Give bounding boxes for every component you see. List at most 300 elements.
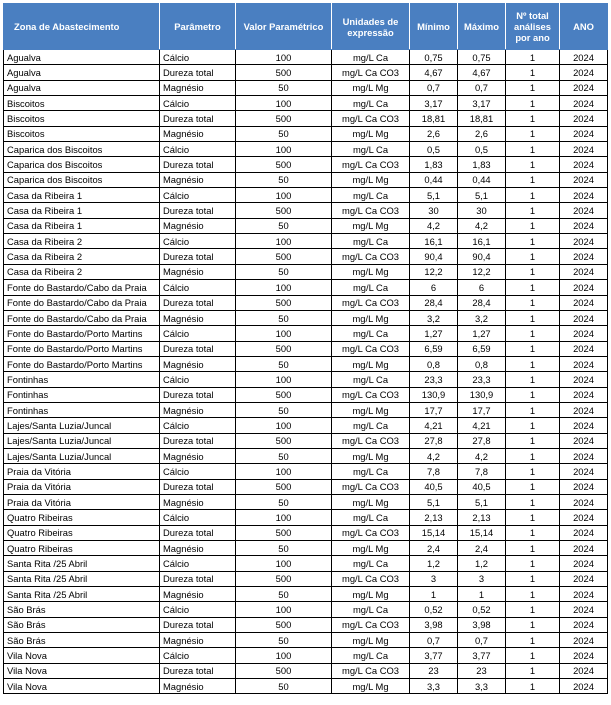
cell-ano: 2024 (560, 510, 608, 525)
cell-total: 1 (506, 341, 560, 356)
cell-minimo: 6 (410, 280, 458, 295)
cell-minimo: 3,2 (410, 310, 458, 325)
cell-parametro: Cálcio (160, 96, 236, 111)
table-row (4, 172, 608, 187)
cell-total: 1 (506, 126, 560, 141)
cell-zona: São Brás (4, 633, 160, 648)
cell-total: 1 (506, 648, 560, 663)
cell-total: 1 (506, 494, 560, 509)
cell-total: 1 (506, 172, 560, 187)
cell-parametro: Magnésio (160, 587, 236, 602)
cell-unidades: mg/L Ca (332, 556, 410, 571)
cell-total: 1 (506, 142, 560, 157)
cell-valor: 100 (236, 234, 332, 249)
cell-total: 1 (506, 587, 560, 602)
cell-minimo: 90,4 (410, 249, 458, 264)
cell-valor: 100 (236, 602, 332, 617)
cell-valor: 500 (236, 249, 332, 264)
cell-unidades: mg/L Mg (332, 541, 410, 556)
cell-maximo: 0,75 (458, 50, 506, 65)
cell-total: 1 (506, 356, 560, 371)
cell-total: 1 (506, 464, 560, 479)
cell-unidades: mg/L Ca (332, 464, 410, 479)
cell-ano: 2024 (560, 448, 608, 463)
cell-zona: Fonte do Bastardo/Cabo da Praia (4, 310, 160, 325)
cell-ano: 2024 (560, 356, 608, 371)
cell-ano: 2024 (560, 295, 608, 310)
cell-valor: 100 (236, 96, 332, 111)
cell-parametro: Dureza total (160, 479, 236, 494)
cell-zona: Lajes/Santa Luzia/Juncal (4, 448, 160, 463)
cell-parametro: Magnésio (160, 218, 236, 233)
cell-unidades: mg/L Ca (332, 142, 410, 157)
cell-zona: São Brás (4, 617, 160, 632)
cell-minimo: 15,14 (410, 525, 458, 540)
cell-unidades: mg/L Ca CO3 (332, 341, 410, 356)
cell-minimo: 130,9 (410, 387, 458, 402)
cell-parametro: Dureza total (160, 341, 236, 356)
cell-total: 1 (506, 188, 560, 203)
cell-ano: 2024 (560, 372, 608, 387)
cell-maximo: 5,1 (458, 494, 506, 509)
cell-maximo: 23 (458, 663, 506, 678)
header-unidades: Unidades de expressão (332, 4, 410, 50)
cell-zona: Biscoitos (4, 96, 160, 111)
cell-minimo: 1,27 (410, 326, 458, 341)
cell-unidades: mg/L Mg (332, 494, 410, 509)
cell-parametro: Magnésio (160, 633, 236, 648)
cell-zona: Fonte do Bastardo/Cabo da Praia (4, 295, 160, 310)
cell-ano: 2024 (560, 525, 608, 540)
cell-parametro: Magnésio (160, 402, 236, 417)
cell-parametro: Cálcio (160, 556, 236, 571)
cell-total: 1 (506, 50, 560, 65)
table-row (4, 510, 608, 525)
cell-valor: 500 (236, 571, 332, 586)
cell-zona: Fonte do Bastardo/Porto Martins (4, 341, 160, 356)
table-row (4, 571, 608, 586)
cell-valor: 100 (236, 464, 332, 479)
cell-total: 1 (506, 387, 560, 402)
cell-parametro: Dureza total (160, 157, 236, 172)
cell-total: 1 (506, 234, 560, 249)
cell-parametro: Dureza total (160, 203, 236, 218)
cell-maximo: 40,5 (458, 479, 506, 494)
cell-ano: 2024 (560, 126, 608, 141)
cell-valor: 500 (236, 295, 332, 310)
table-row (4, 111, 608, 126)
cell-unidades: mg/L Mg (332, 310, 410, 325)
cell-total: 1 (506, 541, 560, 556)
cell-maximo: 6,59 (458, 341, 506, 356)
cell-unidades: mg/L Mg (332, 679, 410, 694)
cell-valor: 50 (236, 356, 332, 371)
table-row (4, 280, 608, 295)
cell-maximo: 23,3 (458, 372, 506, 387)
cell-ano: 2024 (560, 556, 608, 571)
cell-parametro: Dureza total (160, 295, 236, 310)
cell-zona: Biscoitos (4, 126, 160, 141)
cell-minimo: 40,5 (410, 479, 458, 494)
cell-maximo: 130,9 (458, 387, 506, 402)
cell-parametro: Cálcio (160, 142, 236, 157)
cell-minimo: 2,6 (410, 126, 458, 141)
cell-valor: 500 (236, 157, 332, 172)
cell-ano: 2024 (560, 433, 608, 448)
header-minimo: Mínimo (410, 4, 458, 50)
cell-total: 1 (506, 372, 560, 387)
cell-maximo: 18,81 (458, 111, 506, 126)
cell-maximo: 4,2 (458, 448, 506, 463)
water-quality-table (3, 3, 608, 694)
cell-parametro: Dureza total (160, 571, 236, 586)
cell-unidades: mg/L Ca CO3 (332, 387, 410, 402)
cell-valor: 100 (236, 556, 332, 571)
cell-zona: Casa da Ribeira 2 (4, 264, 160, 279)
cell-total: 1 (506, 80, 560, 95)
cell-unidades: mg/L Ca CO3 (332, 433, 410, 448)
cell-minimo: 6,59 (410, 341, 458, 356)
cell-zona: Casa da Ribeira 1 (4, 218, 160, 233)
table-body (4, 50, 608, 694)
cell-maximo: 16,1 (458, 234, 506, 249)
cell-maximo: 2,6 (458, 126, 506, 141)
cell-total: 1 (506, 310, 560, 325)
table-row (4, 188, 608, 203)
cell-ano: 2024 (560, 280, 608, 295)
cell-minimo: 16,1 (410, 234, 458, 249)
cell-maximo: 0,5 (458, 142, 506, 157)
cell-total: 1 (506, 510, 560, 525)
cell-total: 1 (506, 295, 560, 310)
table-header (4, 4, 608, 50)
cell-unidades: mg/L Mg (332, 402, 410, 417)
cell-maximo: 3,98 (458, 617, 506, 632)
cell-valor: 50 (236, 218, 332, 233)
cell-parametro: Dureza total (160, 433, 236, 448)
cell-ano: 2024 (560, 142, 608, 157)
cell-ano: 2024 (560, 679, 608, 694)
cell-minimo: 2,13 (410, 510, 458, 525)
cell-ano: 2024 (560, 387, 608, 402)
table-row (4, 218, 608, 233)
cell-valor: 100 (236, 510, 332, 525)
cell-zona: Fonte do Bastardo/Porto Martins (4, 356, 160, 371)
table-row (4, 50, 608, 65)
cell-ano: 2024 (560, 234, 608, 249)
cell-ano: 2024 (560, 617, 608, 632)
cell-parametro: Cálcio (160, 602, 236, 617)
cell-zona: Agualva (4, 50, 160, 65)
cell-unidades: mg/L Ca (332, 188, 410, 203)
cell-maximo: 4,2 (458, 218, 506, 233)
cell-minimo: 27,8 (410, 433, 458, 448)
cell-unidades: mg/L Mg (332, 80, 410, 95)
cell-parametro: Cálcio (160, 326, 236, 341)
table-row (4, 96, 608, 111)
cell-valor: 50 (236, 448, 332, 463)
cell-ano: 2024 (560, 111, 608, 126)
table-row (4, 157, 608, 172)
cell-total: 1 (506, 280, 560, 295)
cell-ano: 2024 (560, 50, 608, 65)
table-row (4, 310, 608, 325)
cell-valor: 500 (236, 111, 332, 126)
cell-maximo: 12,2 (458, 264, 506, 279)
cell-total: 1 (506, 402, 560, 417)
cell-zona: Praia da Vitória (4, 494, 160, 509)
cell-parametro: Cálcio (160, 510, 236, 525)
cell-zona: Fontinhas (4, 372, 160, 387)
table-row (4, 387, 608, 402)
cell-minimo: 3,77 (410, 648, 458, 663)
cell-minimo: 3 (410, 571, 458, 586)
cell-unidades: mg/L Ca CO3 (332, 249, 410, 264)
cell-valor: 50 (236, 264, 332, 279)
cell-maximo: 7,8 (458, 464, 506, 479)
cell-maximo: 6 (458, 280, 506, 295)
cell-total: 1 (506, 203, 560, 218)
header-parametro: Parâmetro (160, 4, 236, 50)
cell-total: 1 (506, 525, 560, 540)
cell-minimo: 0,7 (410, 80, 458, 95)
cell-total: 1 (506, 218, 560, 233)
cell-valor: 50 (236, 310, 332, 325)
cell-zona: Caparica dos Biscoitos (4, 157, 160, 172)
cell-total: 1 (506, 264, 560, 279)
cell-valor: 500 (236, 479, 332, 494)
cell-parametro: Cálcio (160, 418, 236, 433)
cell-total: 1 (506, 326, 560, 341)
cell-zona: Vila Nova (4, 648, 160, 663)
cell-valor: 100 (236, 372, 332, 387)
cell-unidades: mg/L Ca (332, 96, 410, 111)
cell-parametro: Magnésio (160, 679, 236, 694)
cell-parametro: Cálcio (160, 188, 236, 203)
cell-ano: 2024 (560, 264, 608, 279)
cell-minimo: 4,2 (410, 448, 458, 463)
cell-parametro: Dureza total (160, 525, 236, 540)
cell-minimo: 23,3 (410, 372, 458, 387)
cell-unidades: mg/L Ca (332, 234, 410, 249)
cell-minimo: 18,81 (410, 111, 458, 126)
table-row (4, 602, 608, 617)
cell-parametro: Magnésio (160, 126, 236, 141)
table-row (4, 356, 608, 371)
cell-ano: 2024 (560, 80, 608, 95)
cell-valor: 500 (236, 617, 332, 632)
cell-unidades: mg/L Ca CO3 (332, 663, 410, 678)
cell-maximo: 0,7 (458, 80, 506, 95)
cell-total: 1 (506, 571, 560, 586)
cell-parametro: Magnésio (160, 80, 236, 95)
cell-zona: Quatro Ribeiras (4, 510, 160, 525)
cell-maximo: 1,83 (458, 157, 506, 172)
cell-zona: Caparica dos Biscoitos (4, 142, 160, 157)
table-row (4, 326, 608, 341)
cell-unidades: mg/L Mg (332, 126, 410, 141)
cell-valor: 500 (236, 341, 332, 356)
cell-parametro: Magnésio (160, 264, 236, 279)
cell-zona: Fontinhas (4, 387, 160, 402)
cell-ano: 2024 (560, 541, 608, 556)
cell-minimo: 0,8 (410, 356, 458, 371)
table-row (4, 679, 608, 694)
cell-unidades: mg/L Ca (332, 510, 410, 525)
cell-minimo: 30 (410, 203, 458, 218)
cell-maximo: 3,2 (458, 310, 506, 325)
table-row (4, 587, 608, 602)
cell-parametro: Magnésio (160, 541, 236, 556)
cell-total: 1 (506, 679, 560, 694)
cell-zona: Casa da Ribeira 1 (4, 188, 160, 203)
cell-valor: 100 (236, 418, 332, 433)
cell-maximo: 0,44 (458, 172, 506, 187)
cell-minimo: 17,7 (410, 402, 458, 417)
cell-valor: 500 (236, 203, 332, 218)
cell-ano: 2024 (560, 418, 608, 433)
cell-parametro: Magnésio (160, 172, 236, 187)
cell-ano: 2024 (560, 172, 608, 187)
cell-valor: 500 (236, 387, 332, 402)
cell-unidades: mg/L Ca CO3 (332, 203, 410, 218)
cell-maximo: 4,67 (458, 65, 506, 80)
cell-unidades: mg/L Mg (332, 218, 410, 233)
table-row (4, 80, 608, 95)
cell-zona: Casa da Ribeira 2 (4, 249, 160, 264)
cell-unidades: mg/L Mg (332, 448, 410, 463)
cell-zona: Vila Nova (4, 663, 160, 678)
cell-zona: Santa Rita /25 Abril (4, 571, 160, 586)
cell-maximo: 28,4 (458, 295, 506, 310)
table-row (4, 203, 608, 218)
cell-unidades: mg/L Mg (332, 356, 410, 371)
cell-valor: 100 (236, 142, 332, 157)
cell-maximo: 4,21 (458, 418, 506, 433)
cell-valor: 50 (236, 633, 332, 648)
cell-parametro: Cálcio (160, 50, 236, 65)
cell-ano: 2024 (560, 218, 608, 233)
cell-total: 1 (506, 663, 560, 678)
cell-minimo: 2,4 (410, 541, 458, 556)
cell-maximo: 2,4 (458, 541, 506, 556)
cell-ano: 2024 (560, 633, 608, 648)
cell-parametro: Dureza total (160, 65, 236, 80)
cell-maximo: 0,52 (458, 602, 506, 617)
cell-minimo: 1,2 (410, 556, 458, 571)
cell-unidades: mg/L Ca (332, 602, 410, 617)
cell-parametro: Magnésio (160, 356, 236, 371)
cell-minimo: 23 (410, 663, 458, 678)
cell-ano: 2024 (560, 587, 608, 602)
cell-parametro: Dureza total (160, 663, 236, 678)
header-total-analises: Nº total análises por ano (506, 4, 560, 50)
cell-ano: 2024 (560, 663, 608, 678)
table-row (4, 372, 608, 387)
cell-zona: Santa Rita /25 Abril (4, 556, 160, 571)
cell-total: 1 (506, 96, 560, 111)
cell-ano: 2024 (560, 494, 608, 509)
cell-parametro: Cálcio (160, 280, 236, 295)
cell-valor: 50 (236, 541, 332, 556)
cell-valor: 50 (236, 172, 332, 187)
cell-minimo: 5,1 (410, 188, 458, 203)
cell-ano: 2024 (560, 188, 608, 203)
cell-zona: Biscoitos (4, 111, 160, 126)
cell-parametro: Cálcio (160, 234, 236, 249)
cell-maximo: 15,14 (458, 525, 506, 540)
table-row (4, 295, 608, 310)
cell-valor: 100 (236, 326, 332, 341)
cell-unidades: mg/L Mg (332, 587, 410, 602)
cell-valor: 500 (236, 525, 332, 540)
cell-parametro: Dureza total (160, 387, 236, 402)
cell-total: 1 (506, 157, 560, 172)
cell-valor: 500 (236, 65, 332, 80)
table-row (4, 142, 608, 157)
header-valor-parametrico: Valor Paramétrico (236, 4, 332, 50)
cell-zona: Lajes/Santa Luzia/Juncal (4, 418, 160, 433)
cell-maximo: 2,13 (458, 510, 506, 525)
cell-ano: 2024 (560, 326, 608, 341)
cell-total: 1 (506, 617, 560, 632)
cell-minimo: 1 (410, 587, 458, 602)
cell-maximo: 1,2 (458, 556, 506, 571)
cell-zona: Lajes/Santa Luzia/Juncal (4, 433, 160, 448)
cell-zona: Quatro Ribeiras (4, 525, 160, 540)
cell-parametro: Cálcio (160, 464, 236, 479)
cell-zona: Santa Rita /25 Abril (4, 587, 160, 602)
cell-minimo: 0,7 (410, 633, 458, 648)
cell-parametro: Dureza total (160, 617, 236, 632)
cell-minimo: 7,8 (410, 464, 458, 479)
cell-zona: Quatro Ribeiras (4, 541, 160, 556)
cell-total: 1 (506, 479, 560, 494)
cell-parametro: Dureza total (160, 249, 236, 264)
cell-unidades: mg/L Ca CO3 (332, 525, 410, 540)
cell-maximo: 27,8 (458, 433, 506, 448)
cell-total: 1 (506, 433, 560, 448)
cell-zona: Praia da Vitória (4, 464, 160, 479)
cell-parametro: Magnésio (160, 494, 236, 509)
cell-ano: 2024 (560, 249, 608, 264)
cell-total: 1 (506, 448, 560, 463)
cell-valor: 50 (236, 587, 332, 602)
cell-maximo: 90,4 (458, 249, 506, 264)
cell-valor: 50 (236, 80, 332, 95)
cell-zona: Agualva (4, 80, 160, 95)
cell-unidades: mg/L Mg (332, 264, 410, 279)
cell-unidades: mg/L Ca CO3 (332, 295, 410, 310)
cell-ano: 2024 (560, 602, 608, 617)
table-row (4, 65, 608, 80)
table-row (4, 418, 608, 433)
cell-maximo: 3,3 (458, 679, 506, 694)
table-row (4, 433, 608, 448)
cell-ano: 2024 (560, 203, 608, 218)
cell-total: 1 (506, 249, 560, 264)
header-ano: ANO (560, 4, 608, 50)
cell-maximo: 0,8 (458, 356, 506, 371)
cell-maximo: 1 (458, 587, 506, 602)
cell-zona: Caparica dos Biscoitos (4, 172, 160, 187)
cell-unidades: mg/L Ca CO3 (332, 571, 410, 586)
table-row (4, 448, 608, 463)
cell-unidades: mg/L Mg (332, 633, 410, 648)
table-row (4, 126, 608, 141)
cell-total: 1 (506, 602, 560, 617)
cell-minimo: 4,67 (410, 65, 458, 80)
